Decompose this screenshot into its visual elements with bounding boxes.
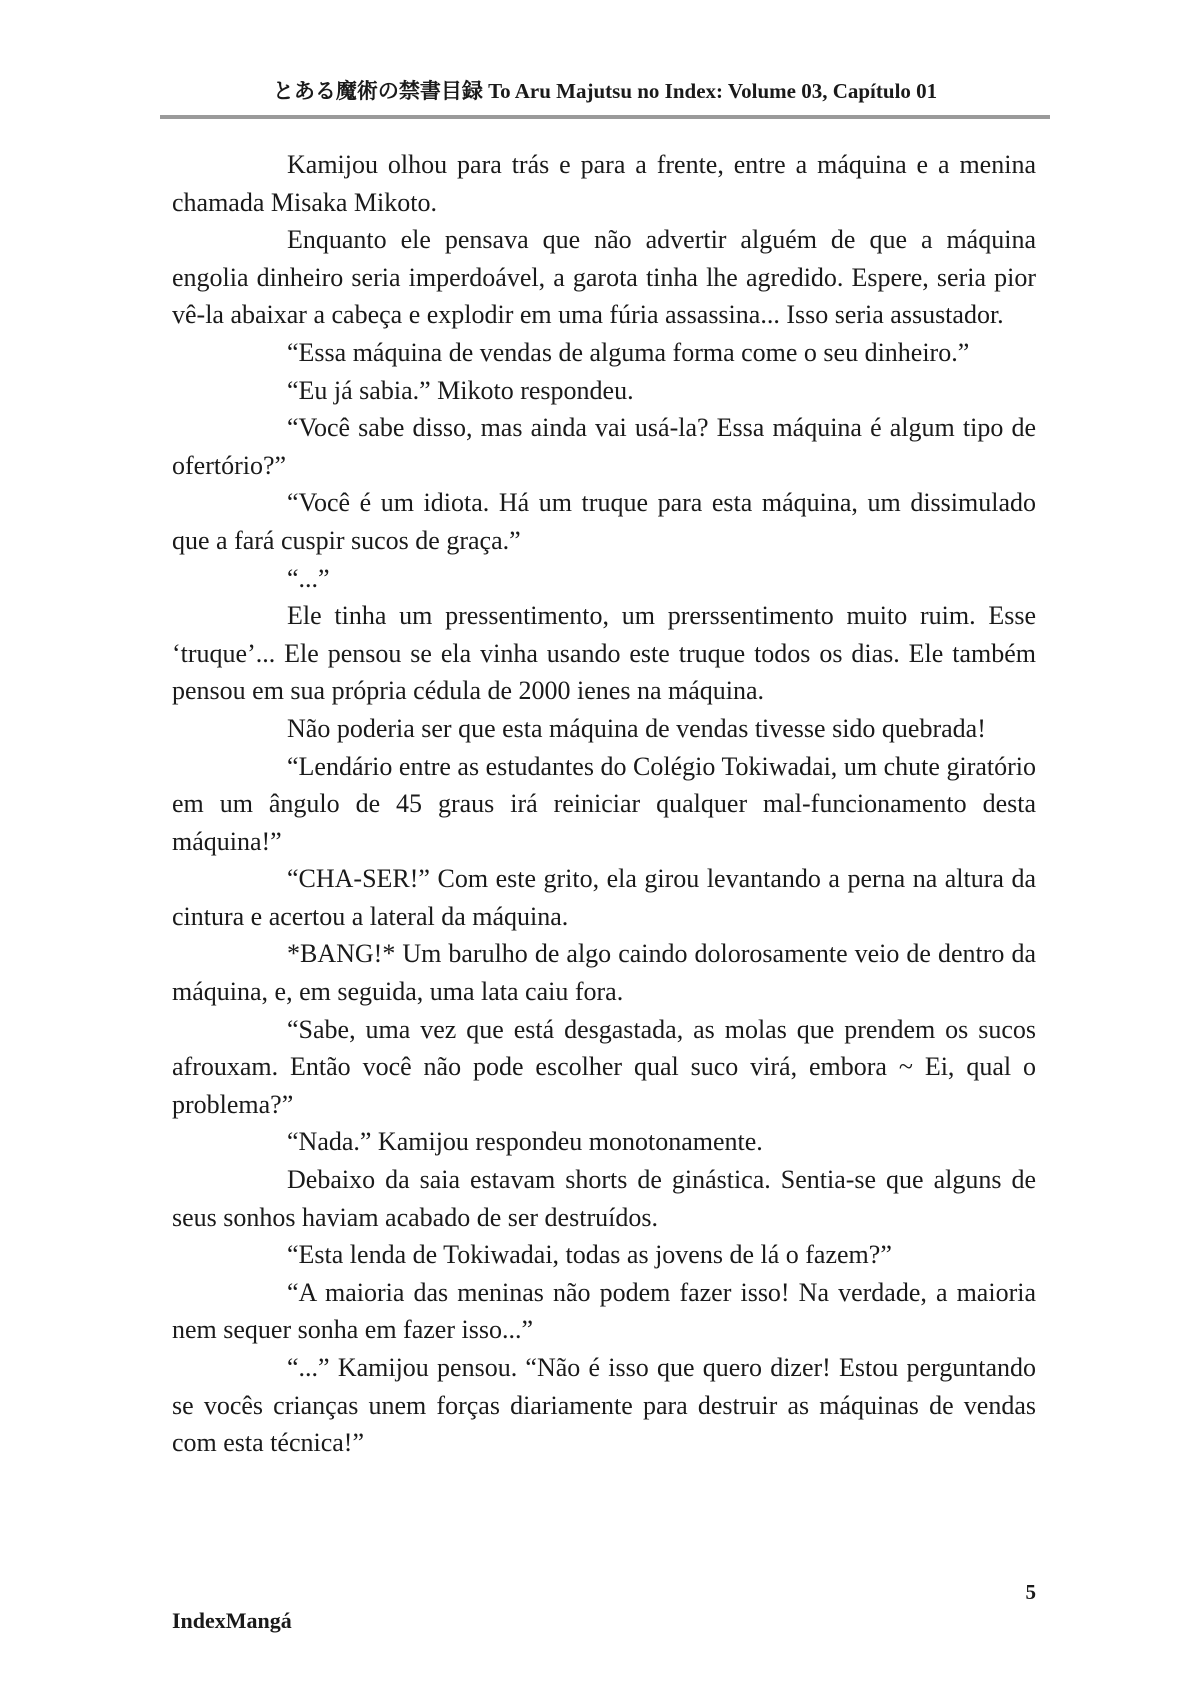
paragraph: *BANG!* Um barulho de algo caindo dolorosamente veio de dentro da máquina, e, em seguida, uma lata caiu fora. [172,939,1036,1007]
paragraph: “...” [287,563,330,593]
running-header: とある魔術の禁書目録 To Aru Majutsu no Index: Volume 03, Capítulo 01 [272,79,938,103]
paragraph: “Lendário entre as estudantes do Colégio Tokiwadai, um chute giratório em um ângulo de 45 graus irá reiniciar qualquer mal-funcionamento desta máquina!” [172,751,1036,856]
paragraph: “Eu já sabia.” Mikoto respondeu. [287,375,634,405]
paragraph: Ele tinha um pressentimento, um prerssentimento muito ruim. Esse ‘truque’... Ele pensou se ela vinha usando este truque todos os dias. Ele também pensou em sua própria cédula de 2000 ienes na máquina. [172,601,1036,706]
paragraph: “Sabe, uma vez que está desgastada, as molas que prendem os sucos afrouxam. Então você não pode escolher qual suco virá, embora ~ Ei, qual o problema?” [172,1014,1036,1119]
paragraph: Kamijou olhou para trás e para a frente, entre a máquina e a menina chamada Misaka Mikoto. [172,150,1036,217]
paragraph: “Essa máquina de vendas de alguma forma come o seu dinheiro.” [287,337,970,367]
page-number: 5 [1025,1580,1036,1604]
paragraph: “CHA-SER!” Com este grito, ela girou levantando a perna na altura da cintura e acertou a lateral da máquina. [172,864,1036,931]
paragraph: “Você é um idiota. Há um truque para esta máquina, um dissimulado que a fará cuspir sucos de graça.” [172,488,1036,555]
paragraph: “Nada.” Kamijou respondeu monotonamente. [287,1127,763,1157]
paragraph: “A maioria das meninas não podem fazer isso! Na verdade, a maioria nem sequer sonha em fazer isso...” [172,1277,1036,1345]
footer-brand: IndexMangá [172,1608,292,1633]
paragraph: “Você sabe disso, mas ainda vai usá-la? Essa máquina é algum tipo de ofertório?” [172,413,1036,480]
paragraph: Debaixo da saia estavam shorts de ginástica. Sentia-se que alguns de seus sonhos haviam acabado de ser destruídos. [172,1165,1036,1232]
paragraph: “Esta lenda de Tokiwadai, todas as jovens de lá o fazem?” [287,1240,892,1270]
header-divider [160,115,1050,119]
chapter-body [172,146,1036,1462]
paragraph: Não poderia ser que esta máquina de vendas tivesse sido quebrada! [287,713,986,743]
paragraph: Enquanto ele pensava que não advertir alguém de que a máquina engolia dinheiro seria imperdoável, a garota tinha lhe agredido. Espere, seria pior vê-la abaixar a cabeça e explodir em uma fúria assassina... Isso seria assustador. [172,225,1036,330]
paragraph: “...” Kamijou pensou. “Não é isso que quero dizer! Estou perguntando se vocês crianças unem forças diariamente para destruir as máquinas de vendas com esta técnica!” [172,1353,1036,1458]
